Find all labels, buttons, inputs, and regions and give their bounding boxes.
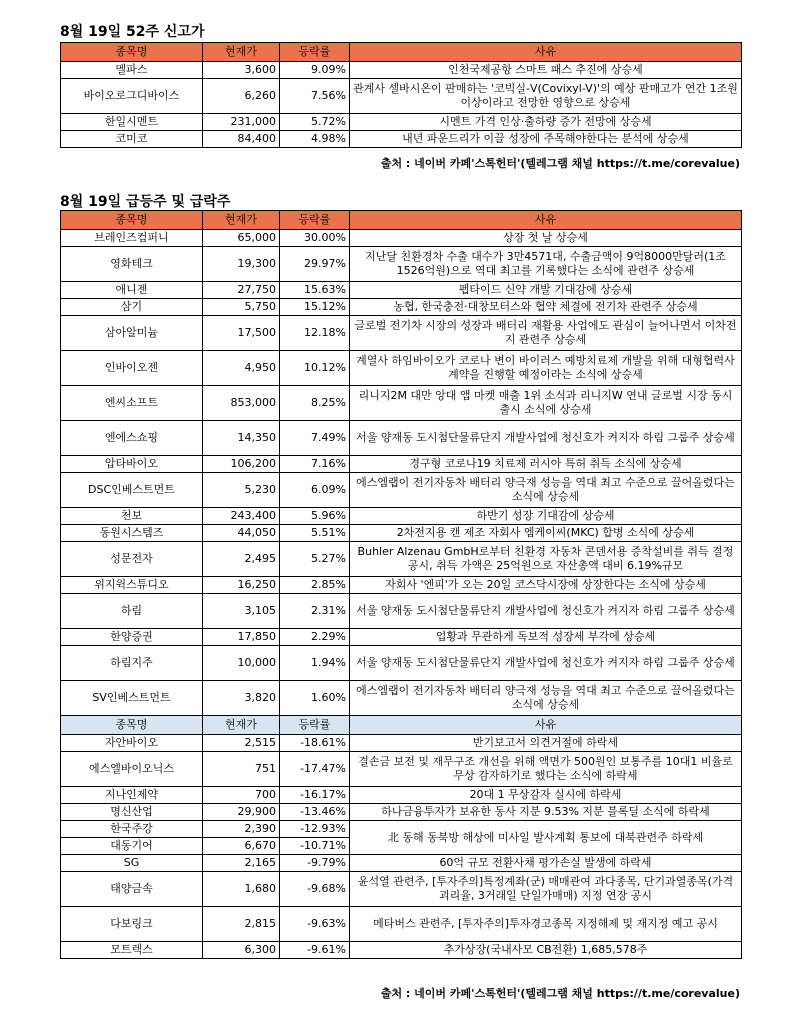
stock-price: 2,390: [203, 821, 280, 838]
stock-name: 지나인제약: [61, 787, 203, 804]
header-change: 등락률: [280, 211, 350, 230]
table-row: [61, 79, 742, 114]
header-price: 현재가: [203, 211, 280, 230]
stock-name: 명신산업: [61, 804, 203, 821]
stock-price: 65,000: [203, 230, 280, 247]
stock-name: 인바이오젠: [61, 351, 203, 386]
stock-change: -18.61%: [280, 735, 350, 752]
stock-reason: 20대 1 무상감자 실시에 하락세: [350, 787, 742, 804]
stock-name: 애니젠: [61, 282, 203, 299]
stock-name: 모트렉스: [61, 942, 203, 959]
stock-change: -9.61%: [280, 942, 350, 959]
stock-reason: 2차전지용 캔 제조 자회사 엠케이씨(MKC) 합병 소식에 상승세: [350, 525, 742, 542]
stock-price: 10,000: [203, 646, 280, 681]
header-reason: 사유: [350, 716, 742, 735]
stock-name: 멜파스: [61, 62, 203, 79]
table-row: [61, 872, 742, 907]
stock-change: 30.00%: [280, 230, 350, 247]
stock-change: 9.09%: [280, 62, 350, 79]
table-row: [61, 629, 742, 646]
stock-change: -10.71%: [280, 838, 350, 855]
stock-reason: 지난달 친환경차 수출 대수가 3만4571대, 수출금액이 9억8000만달러(1조1526억원)으로 역대 최고를 기록했다는 소식에 관련주 상승세: [350, 247, 742, 282]
stock-change: 2.31%: [280, 594, 350, 629]
stock-change: 5.51%: [280, 525, 350, 542]
stock-change: 1.60%: [280, 681, 350, 716]
stock-price: 751: [203, 752, 280, 787]
section-title-movers: 8월 19일 급등주 및 급락주: [60, 194, 231, 210]
new-high-table: [60, 42, 742, 148]
stock-reason: 글로벌 전기차 시장의 성장과 배터리 재활용 사업에도 관심이 늘어나면서 이차전지 관련주 상승세: [350, 316, 742, 351]
stock-reason: 윤석열 관련주, [투자주의]특정계좌(군) 매매관여 과다종목, 단기과열종목(가격괴리율, 3거래일 단일가매매) 지정 연장 공시: [350, 872, 742, 907]
stock-change: 1.94%: [280, 646, 350, 681]
stock-change: 5.72%: [280, 114, 350, 131]
stock-price: 5,230: [203, 473, 280, 508]
section-title-new-high: 8월 19일 52주 신고가: [60, 24, 205, 40]
stock-price: 3,105: [203, 594, 280, 629]
stock-change: 12.18%: [280, 316, 350, 351]
stock-change: -16.17%: [280, 787, 350, 804]
stock-price: 2,815: [203, 907, 280, 942]
stock-price: 27,750: [203, 282, 280, 299]
stock-price: 2,515: [203, 735, 280, 752]
header-change: 등락률: [280, 716, 350, 735]
stock-change: -17.47%: [280, 752, 350, 787]
stock-reason: 에스엠랩이 전기자동차 배터리 양극재 성능을 역대 최고 수준으로 끌어올렸다는 소식에 상승세: [350, 473, 742, 508]
table-row: [61, 456, 742, 473]
table-row: [61, 735, 742, 752]
header-name: 종목명: [61, 43, 203, 62]
stock-change: 2.85%: [280, 577, 350, 594]
stock-name: 위지윅스튜디오: [61, 577, 203, 594]
stock-name: 동원시스템즈: [61, 525, 203, 542]
stock-change: 7.16%: [280, 456, 350, 473]
stock-price: 6,300: [203, 942, 280, 959]
stock-reason: 하반기 성장 기대감에 상승세: [350, 508, 742, 525]
header-name: 종목명: [61, 211, 203, 230]
stock-name: 다보링크: [61, 907, 203, 942]
stock-price: 1,680: [203, 872, 280, 907]
stock-change: -9.63%: [280, 907, 350, 942]
stock-price: 84,400: [203, 131, 280, 148]
stock-reason: 에스엠랩이 전기자동차 배터리 양극재 성능을 역대 최고 수준으로 끌어올렸다는 소식에 상승세: [350, 681, 742, 716]
stock-price: 5,750: [203, 299, 280, 316]
stock-name: SG: [61, 855, 203, 872]
stock-reason: 관계사 셀바시온이 판매하는 '코빅실-V(Covixyl-V)'의 예상 판매고가 연간 1조원 이상이라고 전망한 영향으로 상승세: [350, 79, 742, 114]
source-note: 출처 : 네이버 카페'스톡헌터'(텔레그램 채널 https://t.me/corevalue): [380, 987, 740, 1000]
stock-reason: 농협, 한국충전·대창모터스와 협약 체결에 전기차 관련주 상승세: [350, 299, 742, 316]
stock-change: 5.27%: [280, 542, 350, 577]
stock-name: 삼아알미늄: [61, 316, 203, 351]
table-row: [61, 62, 742, 79]
stock-name: 영화테크: [61, 247, 203, 282]
stock-name: 브레인즈컴퍼니: [61, 230, 203, 247]
stock-price: 44,050: [203, 525, 280, 542]
stock-name: 코미코: [61, 131, 203, 148]
table-row: [61, 299, 742, 316]
stock-reason: 인천국제공항 스마트 패스 추진에 상승세: [350, 62, 742, 79]
stock-price: 853,000: [203, 386, 280, 421]
stock-price: 17,500: [203, 316, 280, 351]
stock-name: 바이오로그디바이스: [61, 79, 203, 114]
stock-reason: 서울 양재동 도시첨단물류단지 개발사업에 청신호가 켜지자 하림 그룹주 상승세: [350, 646, 742, 681]
stock-change: 5.96%: [280, 508, 350, 525]
stock-name: DSC인베스트먼트: [61, 473, 203, 508]
losers-header-row: [61, 716, 742, 735]
table-row: [61, 421, 742, 456]
source-note: 출처 : 네이버 카페'스톡헌터'(텔레그램 채널 https://t.me/corevalue): [380, 157, 740, 170]
stock-change: 10.12%: [280, 351, 350, 386]
stock-price: 3,600: [203, 62, 280, 79]
stock-price: 6,260: [203, 79, 280, 114]
stock-change: 2.29%: [280, 629, 350, 646]
stock-reason: 추가상장(국내사모 CB전환) 1,685,578주: [350, 942, 742, 959]
table-row: [61, 855, 742, 872]
stock-reason: 계열사 하임바이오가 코로나 변이 바이러스 예방치료제 개발을 위해 대형협력사 계약을 진행할 예정이라는 소식에 상승세: [350, 351, 742, 386]
stock-name: 자안바이오: [61, 735, 203, 752]
table-row: [61, 247, 742, 282]
stock-name: 한국주강: [61, 821, 203, 838]
movers-table: [60, 210, 742, 959]
stock-price: 17,850: [203, 629, 280, 646]
stock-price: 4,950: [203, 351, 280, 386]
stock-name: 하림: [61, 594, 203, 629]
stock-reason: 반기보고서 의견거절에 하락세: [350, 735, 742, 752]
stock-reason: 시멘트 가격 인상·출하량 증가 전망에 상승세: [350, 114, 742, 131]
stock-change: 15.63%: [280, 282, 350, 299]
stock-name: 한일시멘트: [61, 114, 203, 131]
header-change: 등락률: [280, 43, 350, 62]
stock-name: SV인베스트먼트: [61, 681, 203, 716]
table-row: [61, 351, 742, 386]
stock-name: 엔씨소프트: [61, 386, 203, 421]
stock-change: -12.93%: [280, 821, 350, 838]
stock-reason: 업황과 무관하게 독보적 성장세 부각에 상승세: [350, 629, 742, 646]
table-row: [61, 804, 742, 821]
header-price: 현재가: [203, 716, 280, 735]
stock-reason: Buhler Alzenau GmbH로부터 친환경 자동차 콘덴서용 증착설비를 취득 결정 공시, 취득 가액은 25억원으로 자산총액 대비 6.19%규모: [350, 542, 742, 577]
stock-price: 231,000: [203, 114, 280, 131]
stock-reason: 하나금융투자가 보유한 동사 지분 9.53% 지분 블록딜 소식에 하락세: [350, 804, 742, 821]
table-row: [61, 942, 742, 959]
table-row: [61, 821, 742, 838]
table-header-row: [61, 43, 742, 62]
stock-price: 243,400: [203, 508, 280, 525]
stock-price: 14,350: [203, 421, 280, 456]
table-row: [61, 316, 742, 351]
stock-reason: 상장 첫 날 상승세: [350, 230, 742, 247]
table-row: [61, 230, 742, 247]
stock-change: 4.98%: [280, 131, 350, 148]
table-row: [61, 787, 742, 804]
table-row: [61, 525, 742, 542]
stock-name: 한양증권: [61, 629, 203, 646]
stock-name: 엔에스쇼핑: [61, 421, 203, 456]
table-row: [61, 907, 742, 942]
stock-reason: 자회사 '엔피'가 오는 20일 코스닥시장에 상장한다는 소식에 상승세: [350, 577, 742, 594]
table-row: [61, 646, 742, 681]
table-row: [61, 131, 742, 148]
stock-change: -9.68%: [280, 872, 350, 907]
stock-price: 2,165: [203, 855, 280, 872]
stock-name: 태양금속: [61, 872, 203, 907]
stock-reason: 서울 양재동 도시첨단물류단지 개발사업에 청신호가 켜지자 하림 그룹주 상승세: [350, 421, 742, 456]
table-row: [61, 752, 742, 787]
table-row: [61, 386, 742, 421]
header-price: 현재가: [203, 43, 280, 62]
stock-price: 106,200: [203, 456, 280, 473]
header-reason: 사유: [350, 211, 742, 230]
stock-change: 15.12%: [280, 299, 350, 316]
stock-reason: 리니지2M 대만 앙대 앱 마켓 매출 1위 소식과 리니지W 연내 글로벌 시장 동시 출시 소식에 상승세: [350, 386, 742, 421]
stock-change: 7.49%: [280, 421, 350, 456]
stock-reason: 결손금 보전 및 재무구조 개선을 위해 액면가 500원인 보통주를 10대1 비율로 무상 감자하기로 했다는 소식에 하락세: [350, 752, 742, 787]
table-row: [61, 473, 742, 508]
stock-change: 29.97%: [280, 247, 350, 282]
stock-reason: 메타버스 관련주, [투자주의]투자경고종목 지정해제 및 재지정 예고 공시: [350, 907, 742, 942]
stock-name: 천보: [61, 508, 203, 525]
table-header-row: [61, 211, 742, 230]
stock-price: 19,300: [203, 247, 280, 282]
table-row: [61, 681, 742, 716]
header-reason: 사유: [350, 43, 742, 62]
stock-reason: 경구형 코로나19 치료제 러시아 특허 취득 소식에 상승세: [350, 456, 742, 473]
stock-name: 압타바이오: [61, 456, 203, 473]
stock-reason: 서울 양재동 도시첨단물류단지 개발사업에 청신호가 켜지자 하림 그룹주 상승세: [350, 594, 742, 629]
table-row: [61, 577, 742, 594]
stock-price: 700: [203, 787, 280, 804]
stock-price: 16,250: [203, 577, 280, 594]
stock-price: 3,820: [203, 681, 280, 716]
table-row: [61, 594, 742, 629]
stock-change: 6.09%: [280, 473, 350, 508]
stock-price: 6,670: [203, 838, 280, 855]
stock-reason: 60억 규모 전환사채 평가손실 발생에 하락세: [350, 855, 742, 872]
stock-name: 에스엘바이오닉스: [61, 752, 203, 787]
table-row: [61, 542, 742, 577]
stock-name: 대동기어: [61, 838, 203, 855]
stock-change: 8.25%: [280, 386, 350, 421]
stock-change: -9.79%: [280, 855, 350, 872]
stock-reason: 펩타이드 신약 개발 기대감에 상승세: [350, 282, 742, 299]
table-row: [61, 508, 742, 525]
table-row: [61, 282, 742, 299]
header-name: 종목명: [61, 716, 203, 735]
stock-name: 하림지주: [61, 646, 203, 681]
stock-name: 삼기: [61, 299, 203, 316]
stock-change: -13.46%: [280, 804, 350, 821]
stock-price: 2,495: [203, 542, 280, 577]
stock-price: 29,900: [203, 804, 280, 821]
table-row: [61, 114, 742, 131]
stock-change: 7.56%: [280, 79, 350, 114]
stock-name: 성문전자: [61, 542, 203, 577]
stock-reason: 내년 파운드리가 이끌 성장에 주목해야한다는 분석에 상승세: [350, 131, 742, 148]
stock-reason: 北 동해 동북방 해상에 미사일 발사계획 통보에 대북관련주 하락세: [350, 821, 742, 855]
